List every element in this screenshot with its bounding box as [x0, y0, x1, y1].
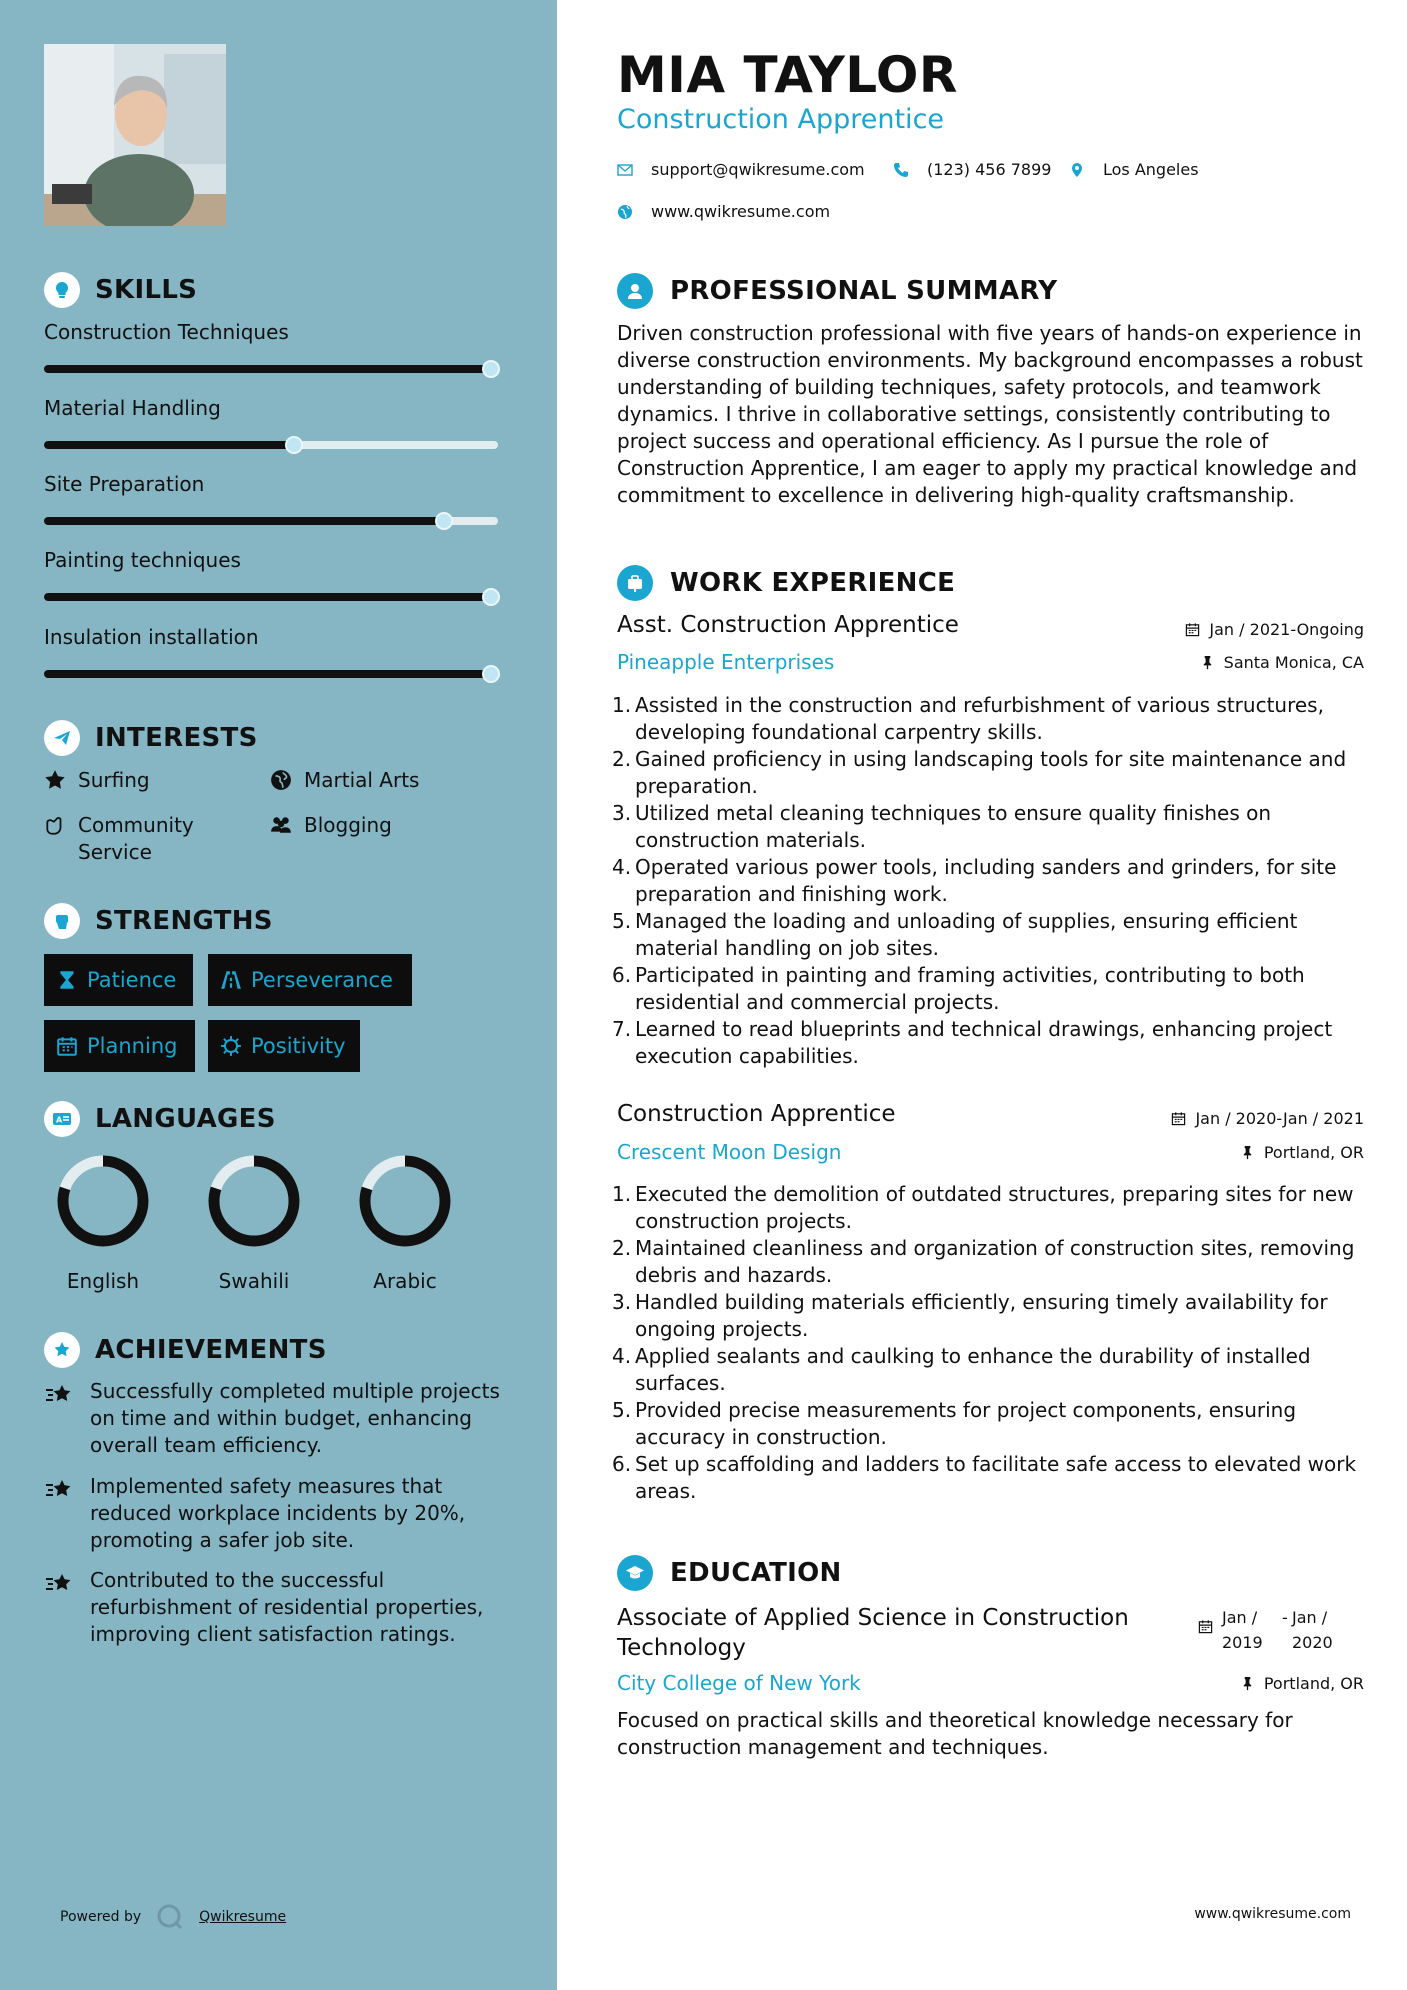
phone-icon — [893, 162, 909, 178]
skill-name: Painting techniques — [44, 548, 241, 572]
list-item-text: Assisted in the construction and refurbishment of various structures, developing foundational carpentry skills. — [635, 693, 1324, 744]
job-duties-list — [612, 1181, 1364, 1505]
job-duties-list — [612, 692, 1364, 1070]
job-dates-text: Jan / 2021-Ongoing — [1209, 620, 1364, 639]
list-item-text: Participated in painting and framing activities, contributing to both residential and commercial projects. — [635, 963, 1305, 1014]
users-icon — [270, 814, 292, 836]
skills-heading — [44, 272, 197, 308]
list-item-text: Operated various power tools, including sanders and grinders, for site preparation and finishing work. — [635, 855, 1337, 906]
skill-fill — [44, 365, 498, 373]
strength-label: Positivity — [251, 1034, 346, 1058]
interest-label: Martial Arts — [304, 768, 420, 792]
education-degree: Associate of Applied Science in Construction Technology — [617, 1605, 1129, 1661]
star-icon — [44, 769, 66, 791]
job-location-text: Portland, OR — [1263, 1143, 1364, 1162]
education-description: Focused on practical skills and theoretical knowledge necessary for construction management and techniques. — [617, 1708, 1293, 1759]
strength-label: Perseverance — [251, 968, 393, 992]
list-item-text: Maintained cleanliness and organization of construction sites, removing debris and hazards. — [635, 1236, 1355, 1287]
interest-item — [44, 767, 150, 794]
job-company: Crescent Moon Design — [617, 1140, 842, 1164]
strengths-title: STRENGTHS — [95, 906, 273, 936]
language-name: Arabic — [373, 1269, 437, 1293]
map-pin-icon — [1069, 162, 1085, 178]
job-dates — [1185, 620, 1364, 639]
skill-fill — [44, 441, 294, 449]
skill-fill — [44, 517, 444, 525]
list-item: 4. Applied sealants and caulking to enhance the durability of installed surfaces. — [612, 1343, 1364, 1397]
skill-name: Site Preparation — [44, 472, 205, 496]
pushpin-icon — [1240, 1145, 1255, 1160]
job-location-text: Santa Monica, CA — [1223, 653, 1364, 672]
phone-number: (123) 456 7899 — [927, 160, 1052, 179]
qwikresume-logo-icon — [155, 1902, 185, 1932]
job-dates — [1171, 1109, 1364, 1128]
profile-photo — [44, 44, 226, 226]
skills-title: SKILLS — [95, 275, 198, 305]
email-link[interactable]: support@qwikresume.com — [651, 160, 865, 179]
list-item: 1. Executed the demolition of outdated structures, preparing sites for new construction projects. — [612, 1181, 1364, 1235]
contact-website — [617, 202, 830, 221]
contact-phone — [893, 160, 1051, 179]
candidate-title: Construction Apprentice — [617, 104, 945, 135]
experience-heading — [617, 565, 955, 601]
education-dates: Jan / 2019 - Jan / 2020 — [1198, 1605, 1352, 1655]
paper-plane-icon — [44, 720, 80, 756]
interest-item — [270, 812, 392, 839]
achievement-item — [44, 1378, 514, 1459]
strength-label: Patience — [87, 968, 177, 992]
education-heading — [617, 1555, 842, 1591]
job-location — [1240, 1143, 1364, 1162]
shooting-star-icon — [44, 1380, 74, 1410]
interest-item — [44, 812, 234, 866]
job-role: Asst. Construction Apprentice — [617, 612, 959, 638]
education-end: Jan / 2020 — [1292, 1608, 1333, 1652]
powered-by-link[interactable]: Qwikresume — [199, 1909, 287, 1925]
achievement-text: Implemented safety measures that reduced workplace incidents by 20%, promoting a safer job site. — [90, 1474, 466, 1552]
shooting-star-icon — [44, 1475, 74, 1505]
education-location — [1240, 1674, 1364, 1693]
globe-icon — [617, 204, 633, 220]
skill-knob — [482, 665, 500, 683]
user-icon — [617, 273, 653, 309]
language-name: Swahili — [218, 1269, 290, 1293]
achievements-title: ACHIEVEMENTS — [95, 1335, 327, 1365]
achievement-item — [44, 1567, 514, 1648]
list-item: 2. Maintained cleanliness and organization of construction sites, removing debris and hazards. — [612, 1235, 1364, 1289]
hand-icon — [44, 814, 66, 836]
calendar-icon — [1171, 1111, 1186, 1126]
skill-knob — [435, 512, 453, 530]
footer-website[interactable]: www.qwikresume.com — [1194, 1906, 1351, 1922]
list-item-text: Utilized metal cleaning techniques to ensure quality finishes on construction materials. — [635, 801, 1272, 852]
summary-text: Driven construction professional with five years of hands-on experience in diverse construction environments. My background encompasses a robust understanding of building techniques, safety protocols, and teamwork dynamics. I thrive in collaborative settings, consistently contributing to project success and operational efficiency. As I pursue the role of Construction Apprentice, I am eager to apply my practical knowledge and commitment to excellence in delivering high-quality craftsmanship. — [617, 321, 1363, 507]
skill-bar — [44, 670, 498, 678]
powered-by-label: Powered by — [60, 1909, 142, 1925]
pushpin-icon — [1200, 655, 1215, 670]
skill-bar — [44, 517, 498, 525]
list-item: 1. Assisted in the construction and refurbishment of various structures, developing foundational carpentry skills. — [612, 692, 1364, 746]
interests-heading — [44, 720, 258, 756]
skill-knob — [482, 588, 500, 606]
calendar-icon — [56, 1035, 78, 1057]
interest-label: Blogging — [304, 813, 392, 837]
location-text: Los Angeles — [1103, 160, 1199, 179]
lightbulb-icon — [44, 272, 80, 308]
job-role: Construction Apprentice — [617, 1101, 896, 1127]
skill-name: Insulation installation — [44, 625, 259, 649]
calendar-icon — [1185, 622, 1200, 637]
skill-knob — [285, 436, 303, 454]
list-item: 5. Provided precise measurements for project components, ensuring accuracy in construction. — [612, 1397, 1364, 1451]
achievement-text: Successfully completed multiple projects on time and within budget, enhancing overall team efficiency. — [90, 1379, 500, 1457]
strength-tag — [208, 1020, 360, 1072]
skill-bar — [44, 593, 498, 601]
list-item-text: Provided precise measurements for project components, ensuring accuracy in construction. — [635, 1398, 1297, 1449]
language-ring — [357, 1153, 453, 1249]
road-icon — [220, 969, 242, 991]
graduation-cap-icon — [617, 1555, 653, 1591]
language-ring — [55, 1153, 151, 1249]
list-item-text: Executed the demolition of outdated structures, preparing sites for new construction projects. — [635, 1182, 1354, 1233]
list-item-text: Learned to read blueprints and technical drawings, enhancing project execution capabilities. — [635, 1017, 1333, 1068]
list-item: 6. Set up scaffolding and ladders to facilitate safe access to elevated work areas. — [612, 1451, 1364, 1505]
skill-knob — [482, 360, 500, 378]
list-item-text: Applied sealants and caulking to enhance the durability of installed surfaces. — [635, 1344, 1311, 1395]
list-item-text: Set up scaffolding and ladders to facilitate safe access to elevated work areas. — [635, 1452, 1357, 1503]
strengths-heading — [44, 903, 273, 939]
list-item: 3. Utilized metal cleaning techniques to ensure quality finishes on construction materials. — [612, 800, 1364, 854]
skill-bar — [44, 365, 498, 373]
job-company: Pineapple Enterprises — [617, 650, 835, 674]
website-link[interactable]: www.qwikresume.com — [651, 202, 831, 221]
skill-name: Material Handling — [44, 396, 221, 420]
job-location — [1200, 653, 1364, 672]
interest-label: Surfing — [78, 768, 150, 792]
powered-by — [60, 1902, 286, 1932]
interests-title: INTERESTS — [95, 723, 258, 753]
hourglass-icon — [56, 969, 78, 991]
envelope-icon — [617, 162, 633, 178]
interest-item — [270, 767, 419, 794]
list-item: 6. Participated in painting and framing activities, contributing to both residential and commercial projects. — [612, 962, 1364, 1016]
contact-location — [1069, 160, 1199, 179]
sidebar — [0, 0, 557, 1990]
interest-label: Community Service — [78, 813, 194, 864]
language-ring — [206, 1153, 302, 1249]
summary-heading — [617, 273, 1057, 309]
list-item-text: Gained proficiency in using landscaping tools for site maintenance and preparation. — [635, 747, 1347, 798]
list-item: 3. Handled building materials efficiently, ensuring timely availability for ongoing projects. — [612, 1289, 1364, 1343]
skill-fill — [44, 670, 498, 678]
list-item: 2. Gained proficiency in using landscaping tools for site maintenance and preparation. — [612, 746, 1364, 800]
languages-heading — [44, 1101, 276, 1137]
fist-icon — [44, 903, 80, 939]
achievements-heading — [44, 1332, 327, 1368]
summary-title: PROFESSIONAL SUMMARY — [670, 276, 1058, 306]
strength-tag — [208, 954, 412, 1006]
skill-name: Construction Techniques — [44, 320, 289, 344]
language-name: English — [66, 1269, 140, 1293]
strength-tag — [44, 954, 193, 1006]
achievement-item — [44, 1473, 514, 1554]
strength-tag — [44, 1020, 195, 1072]
education-start: Jan / 2019 — [1222, 1608, 1263, 1652]
list-item-text: Managed the loading and unloading of supplies, ensuring efficient material handling on job sites. — [635, 909, 1298, 960]
svg-text:A: A — [56, 1115, 63, 1125]
globe-icon — [270, 769, 292, 791]
list-item-text: Handled building materials efficiently, ensuring timely availability for ongoing projects. — [635, 1290, 1328, 1341]
languages-title: LANGUAGES — [95, 1104, 276, 1134]
candidate-name: MIA TAYLOR — [617, 46, 958, 104]
education-school: City College of New York — [617, 1671, 861, 1695]
strength-label: Planning — [87, 1034, 178, 1058]
sun-icon — [220, 1035, 242, 1057]
skill-fill — [44, 593, 498, 601]
contact-email — [617, 160, 865, 179]
language-icon — [44, 1101, 80, 1137]
language-item — [199, 1153, 309, 1293]
briefcase-icon — [617, 565, 653, 601]
education-location-text: Portland, OR — [1263, 1674, 1364, 1693]
list-item: 7. Learned to read blueprints and technical drawings, enhancing project execution capabilities. — [612, 1016, 1364, 1070]
calendar-icon — [1198, 1619, 1213, 1634]
language-item — [350, 1153, 460, 1293]
award-star-icon — [44, 1332, 80, 1368]
experience-title: WORK EXPERIENCE — [670, 568, 956, 598]
language-item — [48, 1153, 158, 1293]
shooting-star-icon — [44, 1569, 74, 1599]
list-item: 5. Managed the loading and unloading of supplies, ensuring efficient material handling on job sites. — [612, 908, 1364, 962]
pushpin-icon — [1240, 1676, 1255, 1691]
education-title: EDUCATION — [670, 1558, 842, 1588]
job-dates-text: Jan / 2020-Jan / 2021 — [1195, 1109, 1364, 1128]
list-item: 4. Operated various power tools, including sanders and grinders, for site preparation and finishing work. — [612, 854, 1364, 908]
skill-bar — [44, 441, 498, 449]
achievement-text: Contributed to the successful refurbishment of residential properties, improving client satisfaction ratings. — [90, 1568, 484, 1646]
